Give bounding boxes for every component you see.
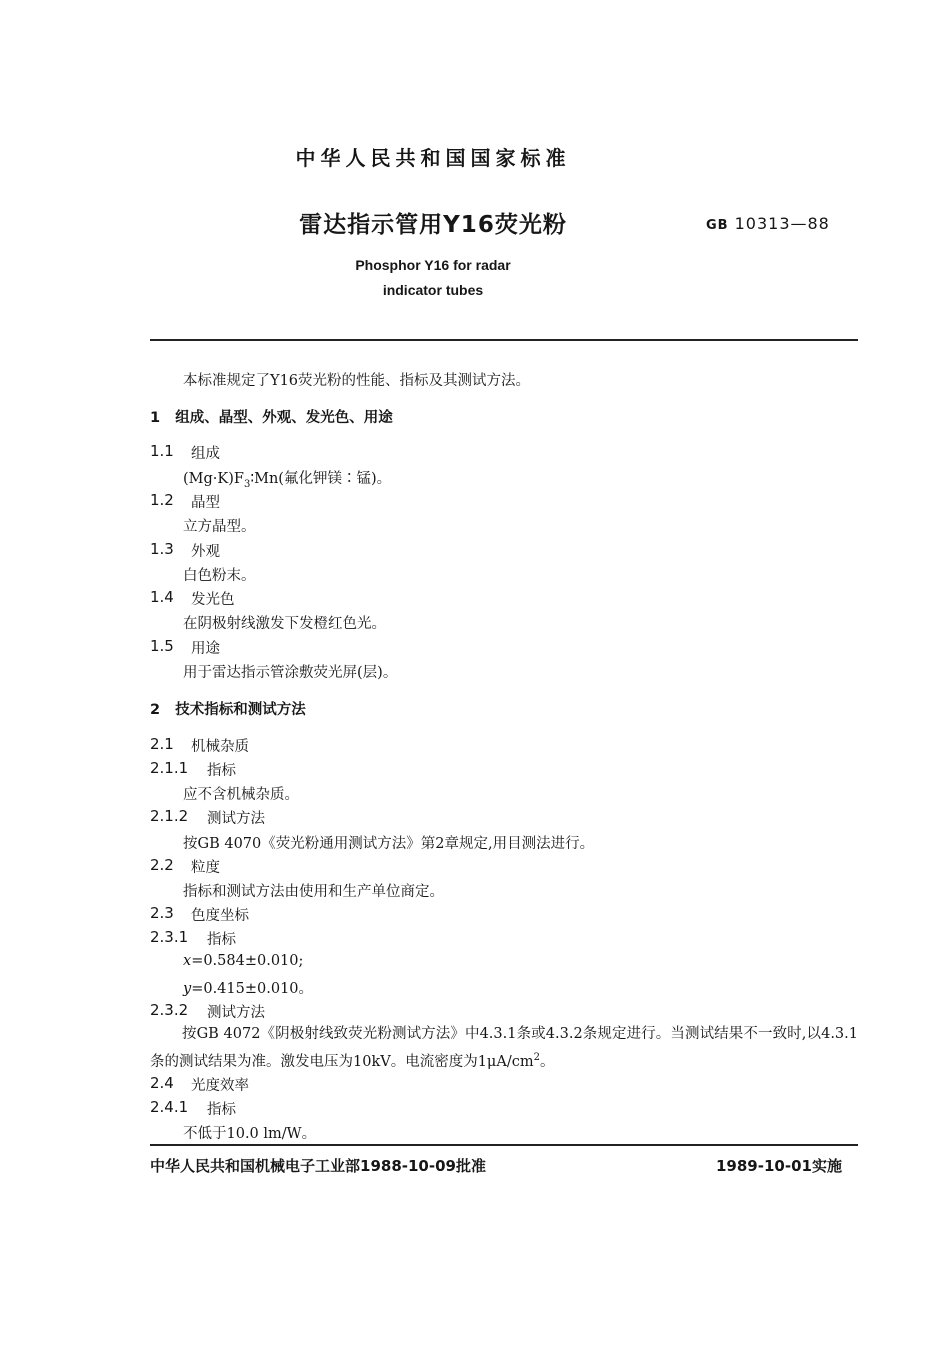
approval-date: 中华人民共和国机械电子工业部1988-10-09批准 — [150, 1157, 486, 1175]
clause-2-4-number: 2.4 — [150, 1074, 174, 1092]
clause-1-2-title: 晶型 — [191, 495, 220, 511]
clause-2-3-1-number: 2.3.1 — [150, 928, 189, 946]
clause-1-2-number: 1.2 — [150, 491, 174, 509]
clause-2-3-number: 2.3 — [150, 904, 174, 922]
clause-1-4-title: 发光色 — [191, 592, 235, 608]
chromaticity-x — [183, 953, 303, 969]
footer-divider — [150, 1144, 858, 1146]
clause-2-4-title: 光度效率 — [191, 1078, 249, 1094]
standard-number — [706, 214, 830, 233]
x-variable: x — [183, 953, 192, 969]
clause-2-3-2-number: 2.3.2 — [150, 1001, 189, 1019]
clause-2-1-2-title: 测试方法 — [207, 811, 265, 827]
clause-2-1-1-text: 应不含机械杂质。 — [183, 787, 299, 803]
clause-1-5-title: 用途 — [191, 641, 220, 657]
document-title-zh: 雷达指示管用Y16荧光粉 — [299, 212, 567, 238]
y-value: =0.415±0.010。 — [191, 981, 314, 997]
document-title-en-line2: indicator tubes — [382, 282, 484, 298]
clause-2-1-number: 2.1 — [150, 735, 174, 753]
section-number: 1 — [150, 410, 161, 426]
clause-2-3-2-title: 测试方法 — [207, 1005, 265, 1021]
clause-1-1-text — [183, 467, 391, 490]
clause-2-2-title: 粒度 — [191, 860, 220, 876]
clause-2-2-text: 指标和测试方法由使用和生产单位商定。 — [183, 884, 444, 900]
unit-superscript: 2 — [533, 1052, 540, 1063]
section-2-heading — [150, 698, 306, 719]
formula-subscript: 3 — [243, 478, 251, 490]
y-variable: y — [183, 981, 192, 997]
chromaticity-y — [183, 977, 313, 998]
section-title: 组成、晶型、外观、发光色、用途 — [175, 410, 393, 426]
document-title-en-line1: Phosphor Y16 for radar — [355, 257, 511, 273]
clause-2-3-1-title: 指标 — [207, 932, 236, 948]
section-number: 2 — [150, 702, 161, 718]
test-method-end: 。 — [539, 1053, 555, 1070]
clause-2-4-1-title: 指标 — [207, 1102, 236, 1118]
clause-1-4-text: 在阴极射线激发下发橙红色光。 — [183, 616, 386, 632]
clause-1-5-text: 用于雷达指示管涂敷荧光屏(层)。 — [183, 665, 398, 681]
clause-1-3-text: 白色粉末。 — [183, 568, 256, 584]
clause-2-4-1-text: 不低于10.0 lm/W。 — [183, 1126, 317, 1142]
clause-1-2-text: 立方晶型。 — [183, 519, 256, 535]
clause-2-1-2-text: 按GB 4070《荧光粉通用测试方法》第2章规定,用目测法进行。 — [183, 836, 595, 852]
effective-date: 1989-10-01实施 — [716, 1157, 842, 1175]
issuing-organization: 中华人民共和国国家标准 — [295, 146, 571, 170]
clause-2-1-title: 机械杂质 — [191, 739, 249, 755]
formula-rest: ∶Mn(氟化钾镁∶锰)。 — [250, 471, 392, 487]
standard-prefix: GB — [706, 218, 729, 233]
clause-2-1-1-number: 2.1.1 — [150, 759, 189, 777]
formula-main: (Mg·K)F — [183, 471, 244, 487]
clause-1-3-number: 1.3 — [150, 540, 174, 558]
clause-1-5-number: 1.5 — [150, 637, 174, 655]
intro-paragraph: 本标准规定了Y16荧光粉的性能、指标及其测试方法。 — [183, 373, 531, 389]
clause-2-3-title: 色度坐标 — [191, 908, 249, 924]
clause-2-3-2-text — [150, 1022, 858, 1074]
section-1-heading — [150, 406, 393, 427]
test-method-text: 按GB 4072《阴极射线致荧光粉测试方法》中4.3.1条或4.3.2条规定进行。当测试结果不一致时,以4.3.1条的测试结果为准。激发电压为10kV。电流密度为1μA/cm — [150, 1026, 858, 1070]
clause-2-4-1-number: 2.4.1 — [150, 1098, 189, 1116]
standard-code: 10313—88 — [734, 214, 830, 233]
clause-1-1-number: 1.1 — [150, 442, 174, 460]
clause-1-3-title: 外观 — [191, 544, 220, 560]
header-divider — [150, 339, 858, 341]
clause-1-1-title: 组成 — [191, 446, 220, 462]
x-value: =0.584±0.010; — [191, 953, 304, 969]
clause-2-1-1-title: 指标 — [207, 763, 236, 779]
clause-2-1-2-number: 2.1.2 — [150, 807, 189, 825]
clause-1-4-number: 1.4 — [150, 588, 174, 606]
section-title: 技术指标和测试方法 — [175, 702, 306, 718]
clause-2-2-number: 2.2 — [150, 856, 174, 874]
